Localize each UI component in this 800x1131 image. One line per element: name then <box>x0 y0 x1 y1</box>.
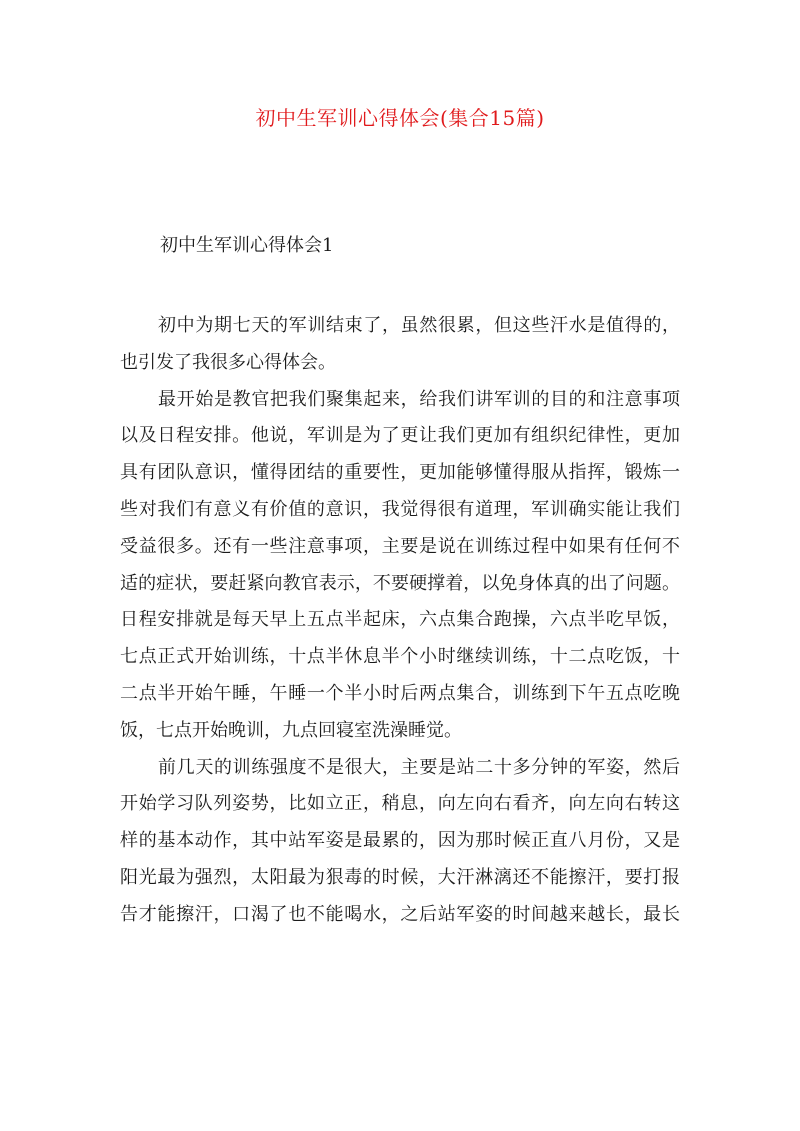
body-line: 二点半开始午睡，午睡一个半小时后两点集合，训练到下午五点吃晚 <box>120 682 680 704</box>
body-line: 七点正式开始训练，十点半休息半个小时继续训练，十二点吃饭，十 <box>120 646 680 668</box>
body-line: 些对我们有意义有价值的意识，我觉得很有道理，军训确实能让我们 <box>120 498 680 520</box>
body-line: 开始学习队列姿势，比如立正，稍息，向左向右看齐，向左向右转这 <box>120 793 680 815</box>
document-body <box>120 308 680 934</box>
section-heading: 初中生军训心得体会1 <box>160 235 334 256</box>
body-line: 也引发了我很多心得体会。 <box>120 351 336 373</box>
body-line: 具有团队意识，懂得团结的重要性，更加能够懂得服从指挥，锻炼一 <box>120 462 680 484</box>
body-line: 饭，七点开始晚训，九点回寝室洗澡睡觉。 <box>120 719 462 741</box>
body-line: 最开始是教官把我们聚集起来，给我们讲军训的目的和注意事项 <box>158 388 680 410</box>
body-line: 日程安排就是每天早上五点半起床，六点集合跑操，六点半吃早饭， <box>120 609 680 631</box>
body-line: 以及日程安排。他说，军训是为了更让我们更加有组织纪律性，更加 <box>120 425 680 447</box>
body-line: 样的基本动作，其中站军姿是最累的，因为那时候正直八月份，又是 <box>120 830 680 852</box>
body-line: 前几天的训练强度不是很大，主要是站二十多分钟的军姿，然后 <box>158 756 680 778</box>
body-line: 告才能擦汗，口渴了也不能喝水，之后站军姿的时间越来越长，最长 <box>120 903 680 925</box>
body-line: 受益很多。还有一些注意事项，主要是说在训练过程中如果有任何不 <box>120 535 680 557</box>
body-line: 阳光最为强烈，太阳最为狠毒的时候，大汗淋漓还不能擦汗，要打报 <box>120 866 680 888</box>
body-line: 初中为期七天的军训结束了，虽然很累，但这些汗水是值得的， <box>158 315 680 336</box>
document-title: 初中生军训心得体会(集合15篇) <box>255 106 545 130</box>
body-line: 适的症状，要赶紧向教官表示，不要硬撑着，以免身体真的出了问题。 <box>120 572 680 594</box>
